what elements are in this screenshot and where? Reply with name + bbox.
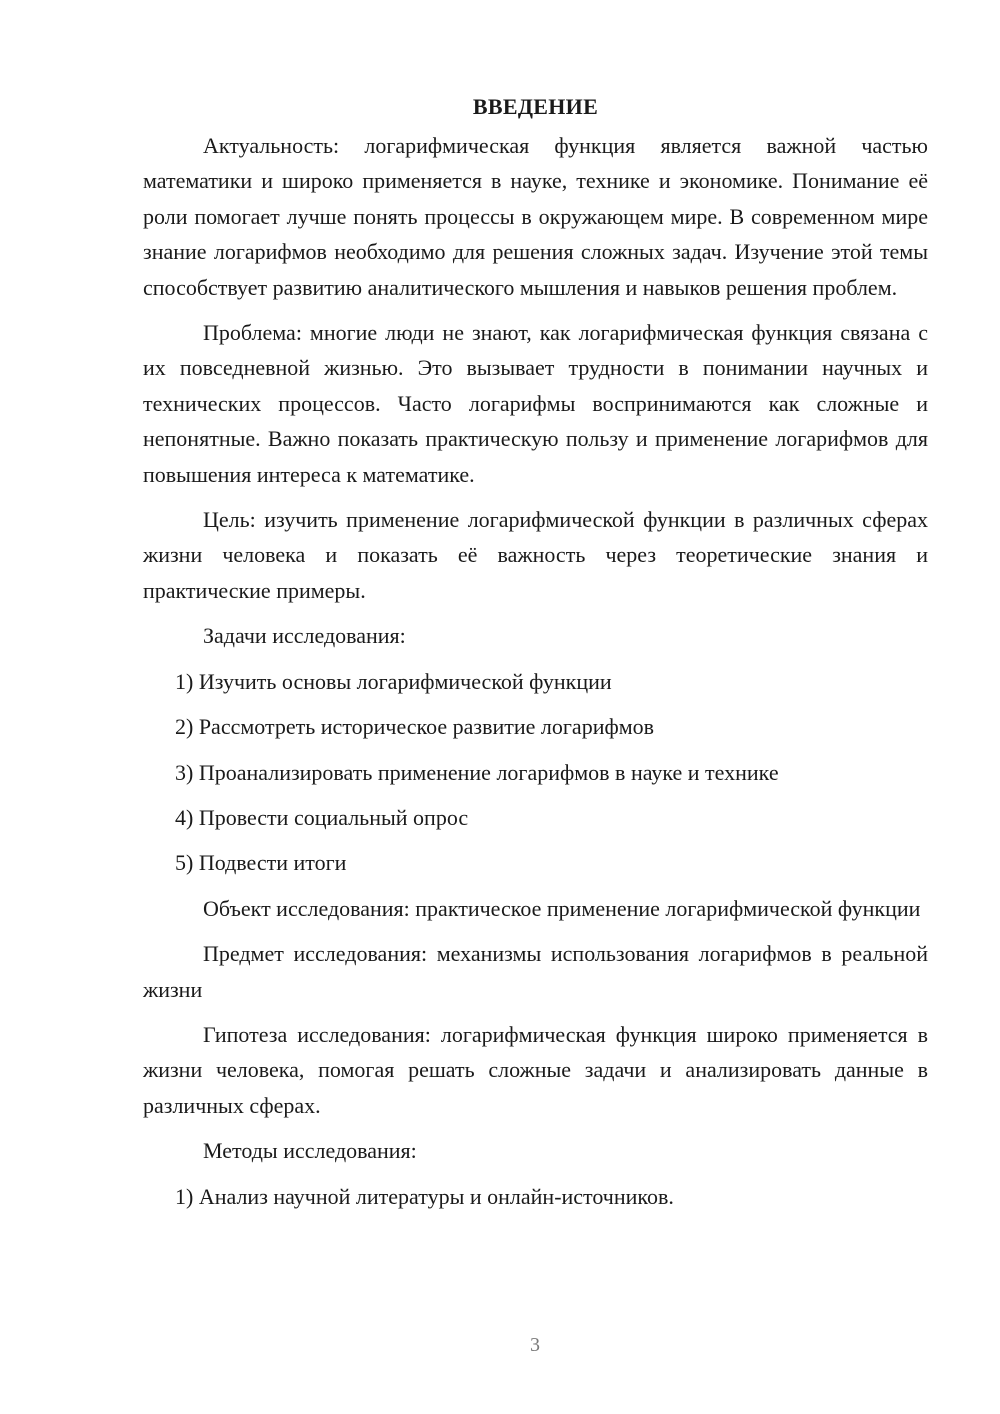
list-item: 5) Подвести итоги [175,850,347,876]
tasks-list [143,664,928,881]
problem-paragraph: Проблема: многие люди не знают, как логарифмическая функция связана с их повседневной жизнью. Это вызывает трудности в понимании научных и технических процессов. Часто логарифмы воспринимаются как сложные и непонятные. Важно показать практическую пользу и применение логарифмов для повышения интереса к математике. [143,320,928,487]
tasks-heading: Задачи исследования: [203,623,406,649]
methods-list [143,1179,928,1214]
list-item: 4) Провести социальный опрос [175,804,469,830]
page-title: ВВЕДЕНИЕ [472,94,599,119]
methods-heading: Методы исследования: [203,1138,417,1164]
list-item: 1) Изучить основы логарифмической функции [175,668,612,694]
relevance-paragraph: Актуальность: логарифмическая функция является важной частью математики и широко применяется в науке, технике и экономике. Понимание её роли помогает лучше понять процессы в окружающем мире. В современном мире знание логарифмов необходимо для решения сложных задач. Изучение этой темы способствует развитию аналитического мышления и навыков решения проблем. [143,133,928,300]
list-item: 2) Рассмотреть историческое развитие логарифмов [175,714,655,740]
hypothesis-paragraph: Гипотеза исследования: логарифмическая функция широко применяется в жизни человека, помогая решать сложные задачи и анализировать данные в различных сферах. [143,1021,928,1118]
goal-paragraph: Цель: изучить применение логарифмической функции в различных сферах жизни человека и показать её важность через теоретические знания и практические примеры. [143,507,928,603]
list-item: 3) Проанализировать применение логарифмов в науке и технике [175,759,779,785]
list-item: 1) Анализ научной литературы и онлайн-источников. [175,1183,674,1209]
object-paragraph: Объект исследования: практическое применение логарифмической функции [203,895,921,921]
subject-paragraph: Предмет исследования: механизмы использования логарифмов в реальной жизни [143,941,928,1002]
document-page [143,92,928,1224]
page-number: 3 [530,1334,540,1356]
